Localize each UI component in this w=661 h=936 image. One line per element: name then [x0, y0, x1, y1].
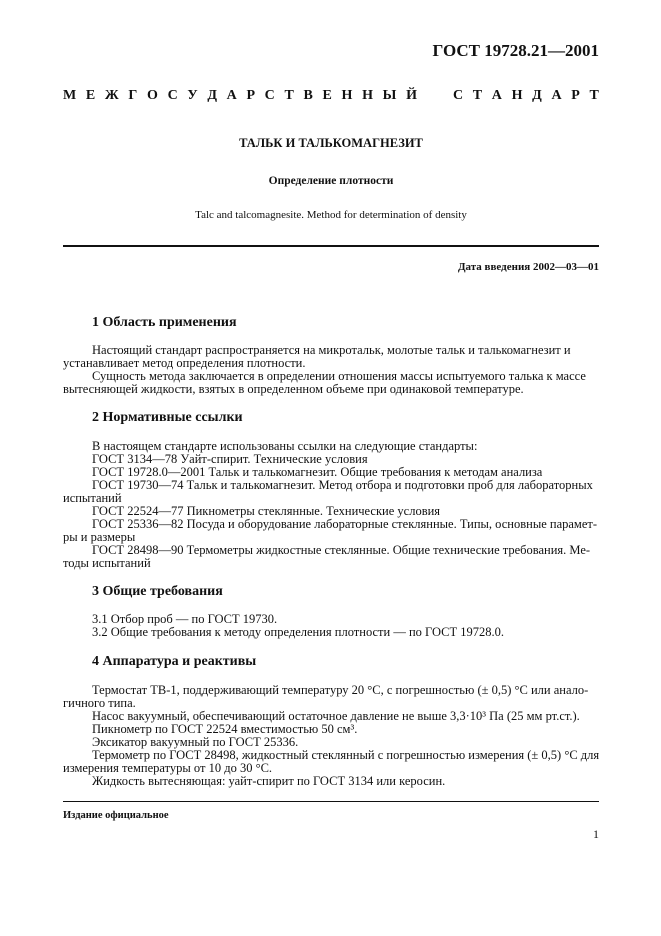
interstate-letter: В [303, 88, 313, 103]
reference-line: ГОСТ 28498—90 Термометры жидкостные стеклянные. Общие технические требования. Ме- [92, 543, 591, 557]
english-title: Talc and talcomagnesite. Method for determination of density [195, 209, 467, 221]
requirement-line: 3.2 Общие требования к методу определения плотности — по ГОСТ 19728.0. [92, 625, 504, 639]
interstate-letter: О [147, 88, 158, 103]
interstate-letter: Е [322, 88, 332, 103]
interstate-letter: У [187, 88, 198, 103]
paragraph-line: Сущность метода заключается в определении отношения массы испытуемого талька к массе [92, 369, 586, 383]
apparatus-line: Насос вакуумный, обеспечивающий остаточное давление не выше 3,3·10³ Па (25 мм рт.ст.). [92, 709, 580, 723]
official-edition-label: Издание официальное [63, 810, 169, 821]
paragraph-line: устанавливает метод определения плотности. [63, 356, 306, 370]
interstate-letter: С [452, 88, 464, 103]
interstate-letter: Р [571, 88, 580, 103]
apparatus-line: Термометр по ГОСТ 28498, жидкостный стеклянный с погрешностью измерения (± 0,5) °С для [92, 748, 600, 762]
interstate-letter: М [63, 88, 77, 103]
reference-line: ГОСТ 25336—82 Посуда и оборудование лабораторные стеклянные. Типы, основные парамет- [92, 517, 598, 531]
footer-rule [63, 801, 599, 802]
interstate-letter: Т [589, 88, 599, 103]
reference-line: ГОСТ 22524—77 Пикнометры стеклянные. Технические условия [92, 504, 441, 518]
section-heading-apparatus: 4 Аппаратура и реактивы [92, 654, 257, 669]
interstate-letter: Т [472, 88, 483, 103]
interstate-letter: С [264, 88, 275, 103]
introduction-date: Дата введения 2002—03—01 [457, 261, 599, 273]
section-heading-references: 2 Нормативные ссылки [92, 410, 243, 425]
interstate-letter: Н [511, 88, 523, 103]
apparatus-line: Пикнометр по ГОСТ 22524 вместимостью 50 см³. [92, 722, 358, 736]
interstate-letter: Е [85, 88, 96, 103]
section-heading-general: 3 Общие требования [92, 584, 223, 599]
apparatus-line: измерения температуры от 10 до 30 °С. [63, 761, 273, 775]
requirement-line: 3.1 Отбор проб — по ГОСТ 19730. [92, 612, 278, 626]
reference-line: ГОСТ 19730—74 Тальк и талькомагнезит. Метод отбора и подготовки проб для лабораторных [92, 478, 593, 492]
interstate-letter [427, 89, 431, 102]
interstate-letter [440, 89, 444, 102]
header-rule [63, 245, 599, 247]
paragraph-line: вытесняющей жидкости, взятых в определенном объеме при одинаковой температуре. [63, 382, 524, 396]
apparatus-line: Термостат ТВ-1, поддерживающий температуру 20 °С, с погрешностью (± 0,5) °С или анало- [92, 683, 589, 697]
apparatus-line: гичного типа. [63, 696, 136, 710]
document-subtitle: Определение плотности [268, 175, 394, 187]
reference-line: ГОСТ 19728.0—2001 Тальк и талькомагнезит. Общие требования к методам анализа [92, 465, 543, 479]
apparatus-line: Эксикатор вакуумный по ГОСТ 25336. [92, 735, 299, 749]
reference-line: В настоящем стандарте использованы ссылки на следующие стандарты: [92, 439, 478, 453]
reference-line: ры и размеры [63, 530, 136, 544]
interstate-letter: Н [341, 88, 353, 103]
interstate-letter: Н [362, 88, 373, 103]
reference-line: тоды испытаний [63, 556, 151, 570]
section-heading-scope: 1 Область применения [92, 315, 237, 330]
interstate-letter: Г [128, 88, 138, 103]
interstate-letter: С [167, 88, 178, 103]
paragraph-line: Настоящий стандарт распространяется на микротальк, молотые тальк и талькомагнезит и [92, 343, 571, 357]
interstate-letter: А [491, 88, 502, 103]
apparatus-line: Жидкость вытесняющая: уайт-спирит по ГОСТ 3134 или керосин. [92, 774, 446, 788]
interstate-standard-heading [63, 89, 599, 102]
document-title: ТАЛЬК И ТАЛЬКОМАГНЕЗИТ [239, 136, 423, 150]
interstate-letter: А [226, 88, 237, 103]
interstate-letter: Й [406, 88, 417, 103]
reference-line: ГОСТ 3134—78 Уайт-спирит. Технические условия [92, 452, 368, 466]
interstate-letter: Т [284, 88, 294, 103]
reference-line: испытаний [63, 491, 122, 505]
page-number: 1 [593, 827, 599, 841]
standard-designation: ГОСТ 19728.21—2001 [432, 41, 599, 60]
interstate-letter: Ы [382, 88, 397, 103]
interstate-letter: Д [532, 88, 542, 103]
interstate-letter: Р [246, 88, 255, 103]
interstate-letter: Д [207, 88, 217, 103]
interstate-letter: Ж [104, 88, 119, 103]
interstate-letter: А [551, 88, 562, 103]
